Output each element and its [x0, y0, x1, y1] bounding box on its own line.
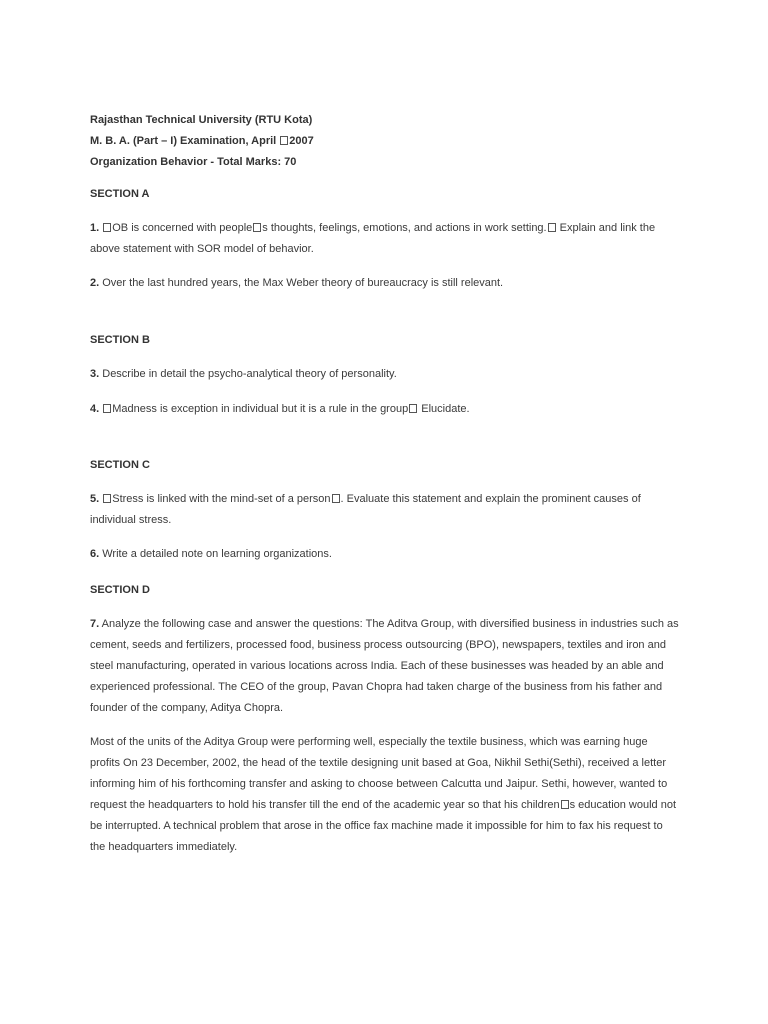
- case-paragraph: [90, 732, 680, 858]
- question-number: 7.: [90, 618, 100, 630]
- missing-glyph-icon: [103, 494, 111, 503]
- exam-year: 2007: [289, 135, 314, 147]
- question-4: [90, 399, 680, 420]
- question-text: Madness is exception in individual but it is a rule in the group: [112, 403, 409, 415]
- section-b-heading: SECTION B: [90, 334, 150, 346]
- missing-glyph-icon: [280, 136, 288, 145]
- question-text: OB is concerned with people: [112, 222, 253, 234]
- missing-glyph-icon: [561, 800, 569, 809]
- question-2: [90, 273, 680, 294]
- section-d-heading: SECTION D: [90, 584, 150, 596]
- question-6: [90, 544, 680, 565]
- question-text: Write a detailed note on learning organizations.: [99, 548, 332, 560]
- question-number: 2.: [90, 277, 100, 289]
- question-number: 5.: [90, 493, 100, 505]
- question-number: 6.: [90, 548, 100, 560]
- question-text: Elucidate.: [418, 403, 470, 415]
- question-text: s thoughts, feelings, emotions, and actions in work setting.: [262, 222, 547, 234]
- section-c-heading: SECTION C: [90, 459, 150, 471]
- missing-glyph-icon: [332, 494, 340, 503]
- question-text: Explain and link the above statement with SOR model of behavior.: [90, 222, 656, 255]
- paragraph-text: s education would not be interrupted. A technical problem that arose in the office fax machine made it impossible for him to fax his request to the headquarters immediately.: [90, 799, 677, 853]
- section-a-heading: SECTION A: [90, 188, 150, 200]
- university-name: Rajasthan Technical University (RTU Kota): [90, 114, 313, 126]
- subject-title: Organization Behavior - Total Marks: 70: [90, 156, 297, 168]
- question-text: Stress is linked with the mind-set of a person: [112, 493, 331, 505]
- missing-glyph-icon: [103, 404, 111, 413]
- missing-glyph-icon: [253, 223, 261, 232]
- question-number: 4.: [90, 403, 100, 415]
- missing-glyph-icon: [103, 223, 111, 232]
- question-text: Describe in detail the psycho-analytical theory of personality.: [99, 368, 397, 380]
- exam-header: [90, 110, 314, 173]
- question-text: . Evaluate this statement and explain the prominent causes of individual stress.: [90, 493, 641, 526]
- exam-title-text: M. B. A. (Part – I) Examination, April: [90, 135, 280, 147]
- missing-glyph-icon: [548, 223, 556, 232]
- question-7: [90, 614, 680, 719]
- question-5: [90, 489, 680, 531]
- paragraph-text: Most of the units of the Aditya Group were performing well, especially the textile business, which was earning huge profits On 23 December, 2002, the head of the textile designing unit based at Goa, Nikhil Sethi(Sethi), received a letter informing him of his forthcoming transfer and asking to choose between Calcutta und Jaipur. Sethi, however, wanted to request the headquarters to hold his transfer till the end of the academic year so that his children: [90, 736, 668, 811]
- exam-title: [90, 131, 314, 152]
- question-number: 1.: [90, 222, 100, 234]
- question-1: [90, 218, 680, 260]
- question-text: Over the last hundred years, the Max Weber theory of bureaucracy is still relevant.: [99, 277, 504, 289]
- missing-glyph-icon: [409, 404, 417, 413]
- question-text: Analyze the following case and answer the questions: The Aditva Group, with diversified business in industries such as cement, seeds and fertilizers, processed food, business process outsourcing (BPO), newspapers, textiles and iron and steel manufacturing, operated in various locations across India. Each of these businesses was headed by an able and experienced professional. The CEO of the group, Pavan Chopra had taken charge of the business from his father and founder of the company, Aditya Chopra.: [90, 618, 679, 714]
- question-3: [90, 364, 680, 385]
- question-number: 3.: [90, 368, 100, 380]
